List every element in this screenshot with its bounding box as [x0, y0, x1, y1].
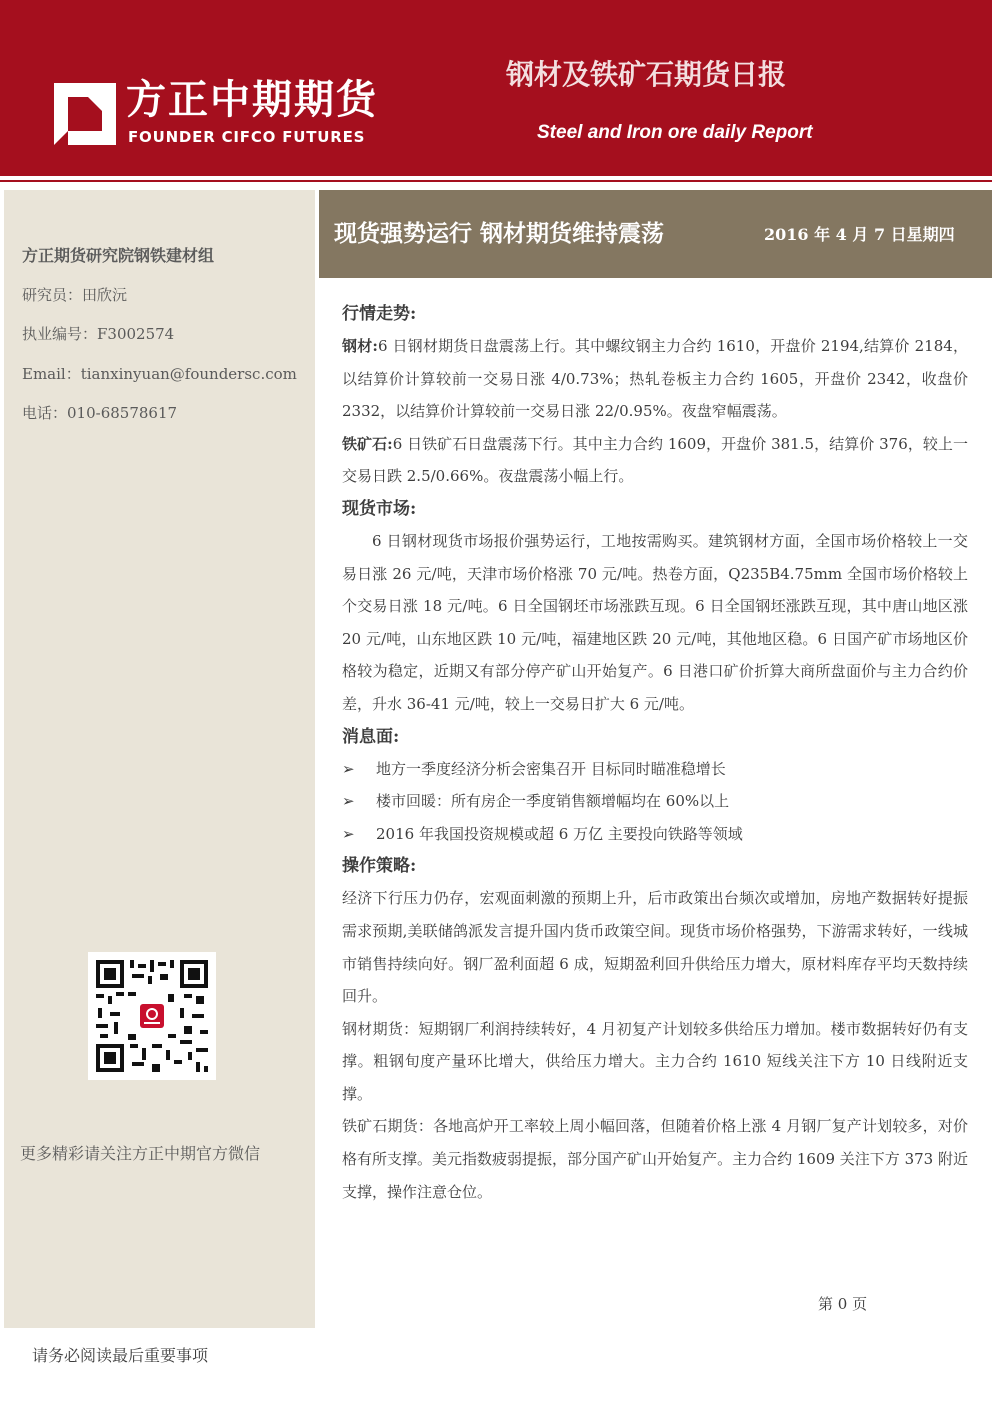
headline-title: 现货强势运行 钢材期货维持震荡	[334, 220, 665, 247]
spot-market-paragraph: 6 日钢材现货市场报价强势运行，工地按需购买。建筑钢材方面，全国市场价格较上一交易日涨 26 元/吨，天津市场价格涨 70 元/吨。热卷方面，Q235B4.75mm 全国市场价格较上个交易日涨 18 元/吨。6 日全国钢坯市场涨跌互现。6 日全国钢坯涨跌互现，其中唐山地区涨 20 元/吨，山东地区跌 10 元/吨，福建地区跌 20 元/吨，其他地区稳。6 日国产矿市场地区价格较为稳定，近期又有部分停产矿山开始复产。6 日港口矿价折算大商所盘面价与主力合约价差，升水 36-41 元/吨，较上一交易日扩大 6 元/吨。	[342, 531, 968, 713]
contact-email[interactable]: Email：tianxinyuan@foundersc.com	[22, 365, 297, 383]
wechat-follow-note: 更多精彩请关注方正中期官方微信	[20, 1144, 261, 1163]
report-date: 2016 年 4 月 7 日星期四	[764, 225, 955, 244]
bullet-arrow-icon: ➢	[342, 824, 355, 843]
page-number: 第 0 页	[818, 1295, 868, 1313]
strategy-steel-paragraph: 钢材期货：短期钢厂利润持续转好，4 月初复产计划较多供给压力增加。楼市数据转好仍有支撑。粗钢旬度产量环比增大，供给压力增大。主力合约 1610 短线关注下方 10 日线附近支撑。	[342, 1019, 968, 1103]
news-item	[342, 753, 968, 786]
news-item-text: 2016 年我国投资规模或超 6 万亿 主要投向铁路等领域	[376, 824, 743, 843]
steel-text: 6 日钢材期货日盘震荡上行。其中螺纹钢主力合约 1610，开盘价 2194,结算价 2184，以结算价计算较前一交易日涨 4/0.73%；热轧卷板主力合约 1605，开盘价 2342，收盘价 2332，以结算价计算较前一交易日涨 22/0.95%。夜盘窄幅震荡。	[342, 337, 968, 421]
section-heading-news: 消息面:	[342, 726, 400, 747]
disclaimer-notice: 请务必阅读最后重要事项	[32, 1346, 209, 1365]
header-divider	[0, 180, 992, 182]
news-item-text: 地方一季度经济分析会密集召开 目标同时瞄准稳增长	[376, 759, 726, 778]
ore-label: 铁矿石:	[342, 434, 393, 453]
steel-label: 钢材:	[342, 337, 378, 355]
news-item	[342, 818, 968, 851]
ore-text: 6 日铁矿石日盘震荡下行。其中主力合约 1609，开盘价 381.5，结算价 376，较上一交易日跌 2.5/0.66%。夜盘震荡小幅上行。	[342, 434, 968, 486]
wechat-qr-code-icon	[88, 952, 216, 1080]
research-team: 方正期货研究院钢铁建材组	[22, 246, 215, 265]
section-heading-spot: 现货市场:	[342, 498, 417, 519]
section-heading-strategy: 操作策略:	[342, 856, 417, 877]
researcher-name: 研究员：田欣沅	[22, 286, 128, 304]
section-heading-market: 行情走势:	[342, 304, 417, 324]
brand-name-cn: 方正中期期货	[126, 77, 378, 123]
bullet-arrow-icon: ➢	[342, 792, 355, 811]
contact-phone: 电话：010-68578617	[22, 404, 178, 422]
bullet-arrow-icon: ➢	[342, 759, 355, 778]
report-body	[342, 298, 968, 1208]
report-header	[0, 0, 992, 176]
license-number: 执业编号：F3002574	[22, 325, 175, 343]
brand-name-en: FOUNDER CIFCO FUTURES	[128, 128, 366, 146]
news-item	[342, 785, 968, 818]
news-item-text: 楼市回暖：所有房企一季度销售额增幅均在 60%以上	[376, 792, 730, 811]
founder-logo-icon	[54, 83, 116, 145]
report-subtitle: Steel and Iron ore daily Report	[537, 122, 813, 143]
report-title: 钢材及铁矿石期货日报	[506, 58, 787, 91]
steel-market-paragraph	[342, 330, 968, 428]
strategy-ore-paragraph: 铁矿石期货：各地高炉开工率较上周小幅回落，但随着价格上涨 4 月钢厂复产计划较多，对价格有所支撑。美元指数疲弱提振，部分国产矿山开始复产。主力合约 1609 关注下方 373 附近支撑，操作注意仓位。	[342, 1117, 968, 1201]
strategy-macro-paragraph: 经济下行压力仍存，宏观面刺激的预期上升，后市政策出台频次或增加，房地产数据转好提振需求预期,美联储鸽派发言提升国内货币政策空间。现货市场价格强势，下游需求转好，一线城市销售持续向好。钢厂盈利面超 6 成，短期盈利回升供给压力增大，原材料库存平均天数持续回升。	[342, 889, 968, 1006]
ore-market-paragraph	[342, 428, 968, 493]
